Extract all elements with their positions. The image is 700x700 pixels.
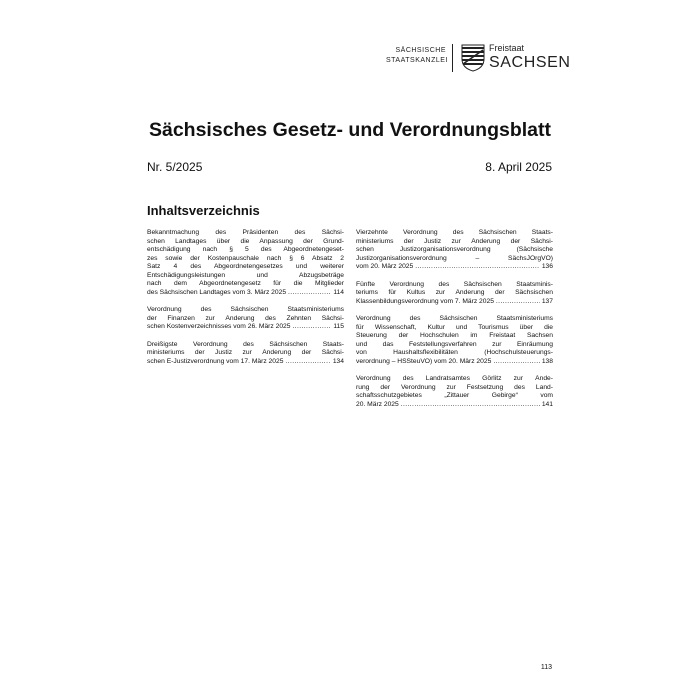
- page-number: 113: [540, 664, 552, 671]
- freistaat-sachsen-logo: [489, 43, 571, 71]
- toc-entry-line: Justizorganisationsverordnung – SächsJOrgVO): [356, 254, 553, 262]
- toc-entry-line: Verordnung des Landratsamtes Görlitz zur Ände-: [356, 375, 553, 382]
- document-title: Sächsisches Gesetz- und Verordnungsblatt: [148, 119, 552, 141]
- toc-entry: [147, 341, 344, 367]
- toc-entry-last-line: [356, 401, 553, 410]
- staatskanzlei-logo: [386, 46, 446, 66]
- toc-entry: [356, 375, 553, 409]
- toc-entry-last-line: [147, 323, 344, 332]
- toc-entry-line: und das Feststellungsverfahren zur Einräumung: [356, 340, 553, 348]
- toc-entry-line: Verordnung des Sächsischen Staatsministeriums: [356, 315, 553, 322]
- toc-entry-line: ministeriums der Justiz zur Änderung der Sächsi-: [356, 237, 553, 245]
- toc-entry-line: Vierzehnte Verordnung des Sächsischen Staats-: [356, 229, 553, 236]
- toc-page-number: 115: [333, 323, 344, 330]
- toc-entry: [147, 306, 344, 332]
- toc-entry-line: von Haushaltsflexibilitäten (Hochschulsteuerungs-: [356, 349, 553, 356]
- toc-entry: [356, 281, 553, 307]
- toc-entry-last-line: [147, 289, 344, 298]
- toc-entry-line: Dreißigste Verordnung des Sächsischen Staats-: [147, 340, 344, 348]
- toc-entry-line: für Wissenschaft, Kultur und Tourismus über die: [356, 323, 553, 331]
- leader-dots: [415, 263, 540, 272]
- logo-line: STAATSKANZLEI: [386, 57, 448, 64]
- leader-dots: [496, 298, 540, 307]
- leader-dots: [285, 358, 330, 367]
- toc-right-column: [356, 229, 553, 418]
- toc-entry-line: schen Landtages über die Anpassung der Grund-: [147, 237, 344, 245]
- toc-entry-line: teriums für Kultus zur Änderung der Sächsischen: [356, 289, 553, 296]
- toc-entry-line: schaftsschutzgebietes „Zittauer Gebirge“ vom: [356, 392, 553, 399]
- toc-entry-line: Satz 4 des Abgeordnetengesetzes und weiterer: [147, 263, 344, 270]
- toc-entry-last-line: [356, 263, 553, 272]
- toc-page-number: 134: [332, 357, 344, 365]
- leader-dots: [493, 358, 540, 367]
- toc-page-number: 114: [333, 288, 344, 296]
- issue-date: 8. April 2025: [485, 160, 552, 174]
- toc-entry-line: Fünfte Verordnung des Sächsischen Staatsminis-: [356, 280, 553, 288]
- toc-entry: [356, 229, 553, 272]
- toc-entry-line: Steuerung der Hochschulen im Freistaat Sachsen: [356, 332, 553, 339]
- toc-page-number: 137: [541, 297, 553, 305]
- leader-dots: [292, 323, 331, 332]
- leader-dots: [401, 401, 540, 410]
- logo-line: SÄCHSISCHE: [395, 47, 446, 54]
- toc-entry-line: nach dem Abgeordnetengesetz für die Mitglieder: [147, 280, 344, 287]
- toc-entry-line: rung der Verordnung zur Festsetzung des Land-: [356, 383, 553, 391]
- toc-page-number: 141: [541, 400, 553, 408]
- toc-entry-line: entschädigung nach § 5 des Abgeordnetengeset-: [147, 246, 344, 253]
- toc-page-number: 138: [541, 357, 553, 365]
- saxony-coat-of-arms-icon: [461, 44, 485, 72]
- toc-entry-line: der Finanzen zur Änderung des Zehnten Sächsi-: [147, 314, 344, 322]
- toc-entry: [147, 229, 344, 297]
- toc-entry-line: des Sächsischen Landtages vom 3. März 2025: [147, 288, 287, 296]
- toc-entry-line: ministeriums der Justiz zur Änderung der Sächsi-: [147, 349, 344, 356]
- toc-entry-line: Verordnung des Sächsischen Staatsministeriums: [147, 306, 344, 313]
- brand-main: SACHSEN: [489, 54, 571, 71]
- toc-heading: Inhaltsverzeichnis: [147, 203, 260, 218]
- toc-entry-line: 20. März 2025: [356, 400, 399, 408]
- toc-entry-line: Klassenbildungsverordnung vom 7. März 2025: [356, 297, 494, 305]
- toc-entry-line: verordnung – HSSteuVO) vom 20. März 2025: [356, 357, 492, 365]
- toc-entry-line: Bekanntmachung des Präsidenten des Sächsi-: [147, 229, 344, 236]
- toc-entry: [356, 315, 553, 366]
- toc-entry-line: schen Kostenverzeichnisses vom 26. März 2025: [147, 323, 291, 330]
- toc-entry-last-line: [147, 358, 344, 367]
- toc-left-column: [147, 229, 344, 375]
- toc-page-number: 136: [541, 263, 553, 270]
- brand-top: Freistaat: [489, 43, 525, 53]
- toc-entry-line: Entschädigungsleistungen und Abzugsbeträge: [147, 271, 344, 279]
- toc-entry-last-line: [356, 358, 553, 367]
- toc-entry-line: schen Justizorganisationsverordnung (Sächsische: [356, 246, 553, 253]
- toc-entry-line: zes sowie der Kostenpauschale nach § 6 Absatz 2: [147, 254, 344, 262]
- toc-entry-line: schen E-Justizverordnung vom 17. März 2025: [147, 357, 284, 365]
- toc-entry-last-line: [356, 298, 553, 307]
- leader-dots: [288, 289, 331, 298]
- issue-number: Nr. 5/2025: [147, 160, 203, 174]
- logo-divider: [452, 44, 453, 72]
- toc-entry-line: vom 20. März 2025: [356, 263, 414, 270]
